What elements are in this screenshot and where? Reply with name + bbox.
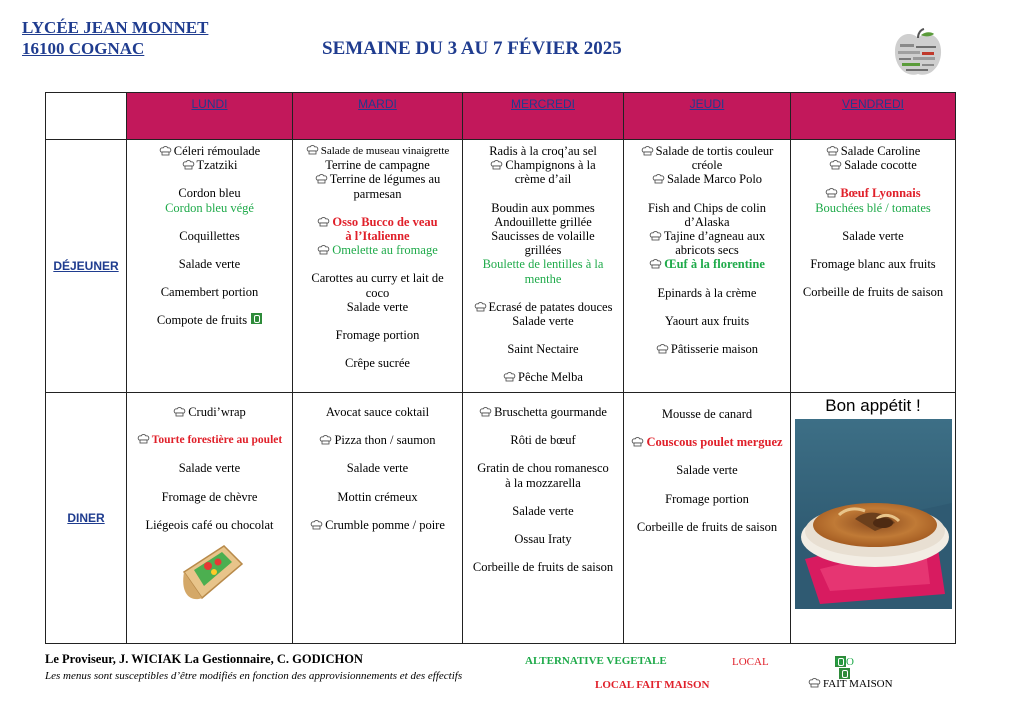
menu-item: Tzatziki [196, 158, 238, 173]
menu-item: Cordon bleu [178, 186, 241, 201]
chef-hat-icon [490, 160, 503, 170]
menu-item: coco [365, 285, 390, 300]
chef-hat-icon [479, 407, 492, 417]
menu-item: crème d’ail [514, 172, 572, 187]
menu-item: d’Alaska [684, 214, 730, 229]
menu-item-local: Tourte forestière au poulet [151, 434, 283, 447]
menu-item: Salade verte [178, 257, 241, 272]
menu-item: Corbeille de fruits de saison [472, 560, 614, 575]
wrap-illustration [174, 542, 246, 604]
menu-item: Terrine de légumes au [329, 172, 441, 187]
menu-item: Salade Marco Polo [666, 172, 763, 187]
menu-item: Corbeille de fruits de saison [802, 285, 944, 300]
menu-item: parmesan [353, 186, 402, 201]
chef-hat-icon [159, 146, 172, 156]
chef-hat-icon [173, 407, 186, 417]
menu-item: à la mozzarella [505, 475, 581, 490]
menu-item: Fromage portion [335, 328, 420, 343]
menu-item-local: à l’Italienne [345, 229, 410, 244]
chef-hat-icon [652, 174, 665, 184]
chef-hat-icon [649, 259, 662, 269]
menu-item: Saucisses de volaille [491, 229, 595, 244]
header-thursday [624, 93, 791, 140]
chef-hat-icon [317, 245, 330, 255]
lunch-monday [127, 140, 293, 393]
menu-item: Coquillettes [179, 228, 240, 243]
legend-local-fait-maison: LOCAL FAIT MAISON [595, 679, 710, 691]
menu-item: Rôti de bœuf [510, 433, 576, 448]
lunch-friday [791, 140, 956, 393]
menu-item: Mousse de canard [661, 407, 753, 421]
menu-item: Salade verte [512, 314, 574, 329]
bio-leaf-icon [251, 313, 262, 324]
row-label-lunch [46, 140, 127, 393]
header-monday [127, 93, 293, 140]
menu-item-vegetal: Œuf à la florentine [664, 257, 765, 272]
lunch-link[interactable]: DÉJEUNER [53, 259, 119, 273]
menu-table [45, 92, 956, 644]
greeting-text: Bon appétit ! [825, 396, 921, 415]
menu-item: Ossau Iraty [514, 532, 572, 547]
day-link[interactable]: MARDI [358, 97, 397, 111]
menu-item: Liégeois café ou chocolat [145, 517, 274, 532]
chef-hat-icon [649, 231, 662, 241]
lunch-tuesday [293, 140, 463, 393]
legend-bio [835, 656, 854, 668]
menu-item: Champignons à la [505, 158, 596, 173]
chef-hat-icon [631, 437, 644, 447]
chef-hat-icon [641, 146, 654, 156]
menu-item: Fromage de chèvre [161, 489, 258, 504]
menu-item: Crêpe sucrée [345, 356, 410, 371]
chef-hat-icon [315, 174, 328, 184]
menu-item: Salade verte [346, 461, 409, 476]
menu-item: Fromage portion [665, 491, 749, 506]
menu-item-vegetal: Cordon bleu végé [165, 200, 254, 215]
day-link[interactable]: MERCREDI [510, 97, 575, 111]
menu-item: Salade verte [346, 299, 409, 314]
lunch-thursday [624, 140, 791, 393]
legend-vegetal: ALTERNATIVE VEGETALE [525, 655, 667, 667]
day-link[interactable]: VENDREDI [841, 97, 904, 111]
menu-item: Céleri rémoulade [173, 144, 261, 158]
menu-item: grillées [524, 243, 562, 258]
menu-item: Andouillette grillée [494, 214, 592, 229]
chef-hat-icon [808, 678, 821, 688]
dinner-wednesday [463, 393, 624, 644]
lunch-wednesday [463, 140, 624, 393]
chef-hat-icon [317, 217, 330, 227]
menu-item: Salade cocotte [844, 158, 917, 173]
menu-item: Tajine d’agneau aux [663, 229, 766, 244]
menu-item: Ecrasé de patates douces [488, 299, 613, 314]
dinner-link[interactable]: DINER [67, 511, 105, 525]
menu-item: Gratin de chou romanesco [477, 461, 609, 476]
menu-item-local: Couscous poulet merguez [646, 435, 783, 450]
menu-item: Mottin crémeux [337, 489, 418, 504]
menu-item: Salade verte [842, 228, 904, 243]
legend-local: LOCAL [732, 656, 769, 668]
chef-hat-icon [319, 435, 332, 445]
menu-item-local: Bœuf Lyonnais [840, 186, 921, 201]
menu-item: Corbeille de fruits de saison [636, 519, 778, 534]
chef-hat-icon [656, 344, 669, 354]
menu-item: Boudin aux pommes [491, 200, 595, 215]
footer-note: Les menus sont susceptibles d’être modifiés en fonction des approvisionnements et des effectifs [45, 670, 463, 682]
chef-hat-icon [137, 434, 150, 444]
school-name: LYCÉE JEAN MONNET [22, 18, 209, 37]
menu-item: Carottes au curry et lait de [311, 271, 444, 286]
header-tuesday [293, 93, 463, 140]
menu-item: Avocat sauce coktail [325, 405, 430, 419]
menu-item-local: Osso Bucco de veau [332, 214, 438, 229]
menu-item-vegetal: menthe [524, 271, 562, 286]
menu-item: Salade verte [512, 503, 574, 518]
school-header [22, 17, 208, 59]
menu-item: Camembert portion [160, 285, 259, 300]
chef-hat-icon [306, 145, 319, 155]
header-wednesday [463, 93, 624, 140]
dinner-tuesday [293, 393, 463, 644]
chef-hat-icon [474, 302, 487, 312]
dinner-monday [127, 393, 293, 644]
menu-item: Salade Caroline [840, 144, 921, 158]
chef-hat-icon [825, 188, 838, 198]
chef-hat-icon [826, 146, 839, 156]
menu-item: Crumble pomme / poire [325, 517, 445, 532]
menu-item: Radis à la croq’au sel [489, 144, 597, 158]
menu-item: Compote de fruits [156, 313, 248, 328]
chef-hat-icon [182, 160, 195, 170]
legend-fait-maison [808, 678, 893, 690]
menu-item: Salade verte [178, 461, 241, 476]
menu-item: Bruschetta gourmande [494, 405, 607, 419]
apple-logo-icon [890, 28, 946, 80]
menu-item: Fish and Chips de colin [647, 200, 767, 215]
menu-item: Pizza thon / saumon [334, 433, 436, 448]
chef-hat-icon [310, 520, 323, 530]
chef-hat-icon [503, 372, 516, 382]
week-title: SEMAINE DU 3 AU 7 FÉVIER 2025 [322, 38, 622, 59]
menu-item: Salade de museau vinaigrette [320, 145, 450, 157]
menu-item-vegetal: Bouchées blé / tomates [815, 200, 931, 215]
chef-hat-icon [829, 160, 842, 170]
school-city: 16100 COGNAC [22, 39, 145, 58]
day-link[interactable]: JEUDI [689, 97, 725, 111]
menu-item: Yaourt aux fruits [664, 313, 750, 328]
menu-item: Pâtisserie maison [670, 342, 759, 357]
menu-item: abricots secs [675, 243, 739, 258]
menu-item: Terrine de campagne [325, 158, 430, 173]
legend-fait-maison-label: FAIT MAISON [823, 678, 893, 690]
menu-item: créole [691, 158, 723, 173]
menu-item: Epinards à la crème [657, 285, 757, 300]
row-label-dinner [46, 393, 127, 644]
legend-bio-label: BIO [835, 656, 854, 668]
pie-photo [795, 419, 952, 609]
menu-item-vegetal: Boulette de lentilles à la [482, 257, 604, 272]
menu-item: Fromage blanc aux fruits [810, 257, 936, 272]
menu-item: Pêche Melba [518, 370, 583, 385]
footer-signatures: Le Proviseur, J. WICIAK La Gestionnaire, C. GODICHON [45, 652, 363, 666]
menu-item-vegetal: Omelette au fromage [332, 243, 438, 258]
day-link[interactable]: LUNDI [191, 97, 228, 111]
menu-item: Salade verte [676, 463, 738, 478]
dinner-thursday [624, 393, 791, 644]
header-friday [791, 93, 956, 140]
menu-item: Crudi’wrap [188, 405, 246, 419]
menu-item: Saint Nectaire [507, 342, 579, 357]
dinner-friday [791, 393, 956, 644]
menu-item: Salade de tortis couleur [655, 144, 774, 158]
table-corner [46, 93, 127, 140]
